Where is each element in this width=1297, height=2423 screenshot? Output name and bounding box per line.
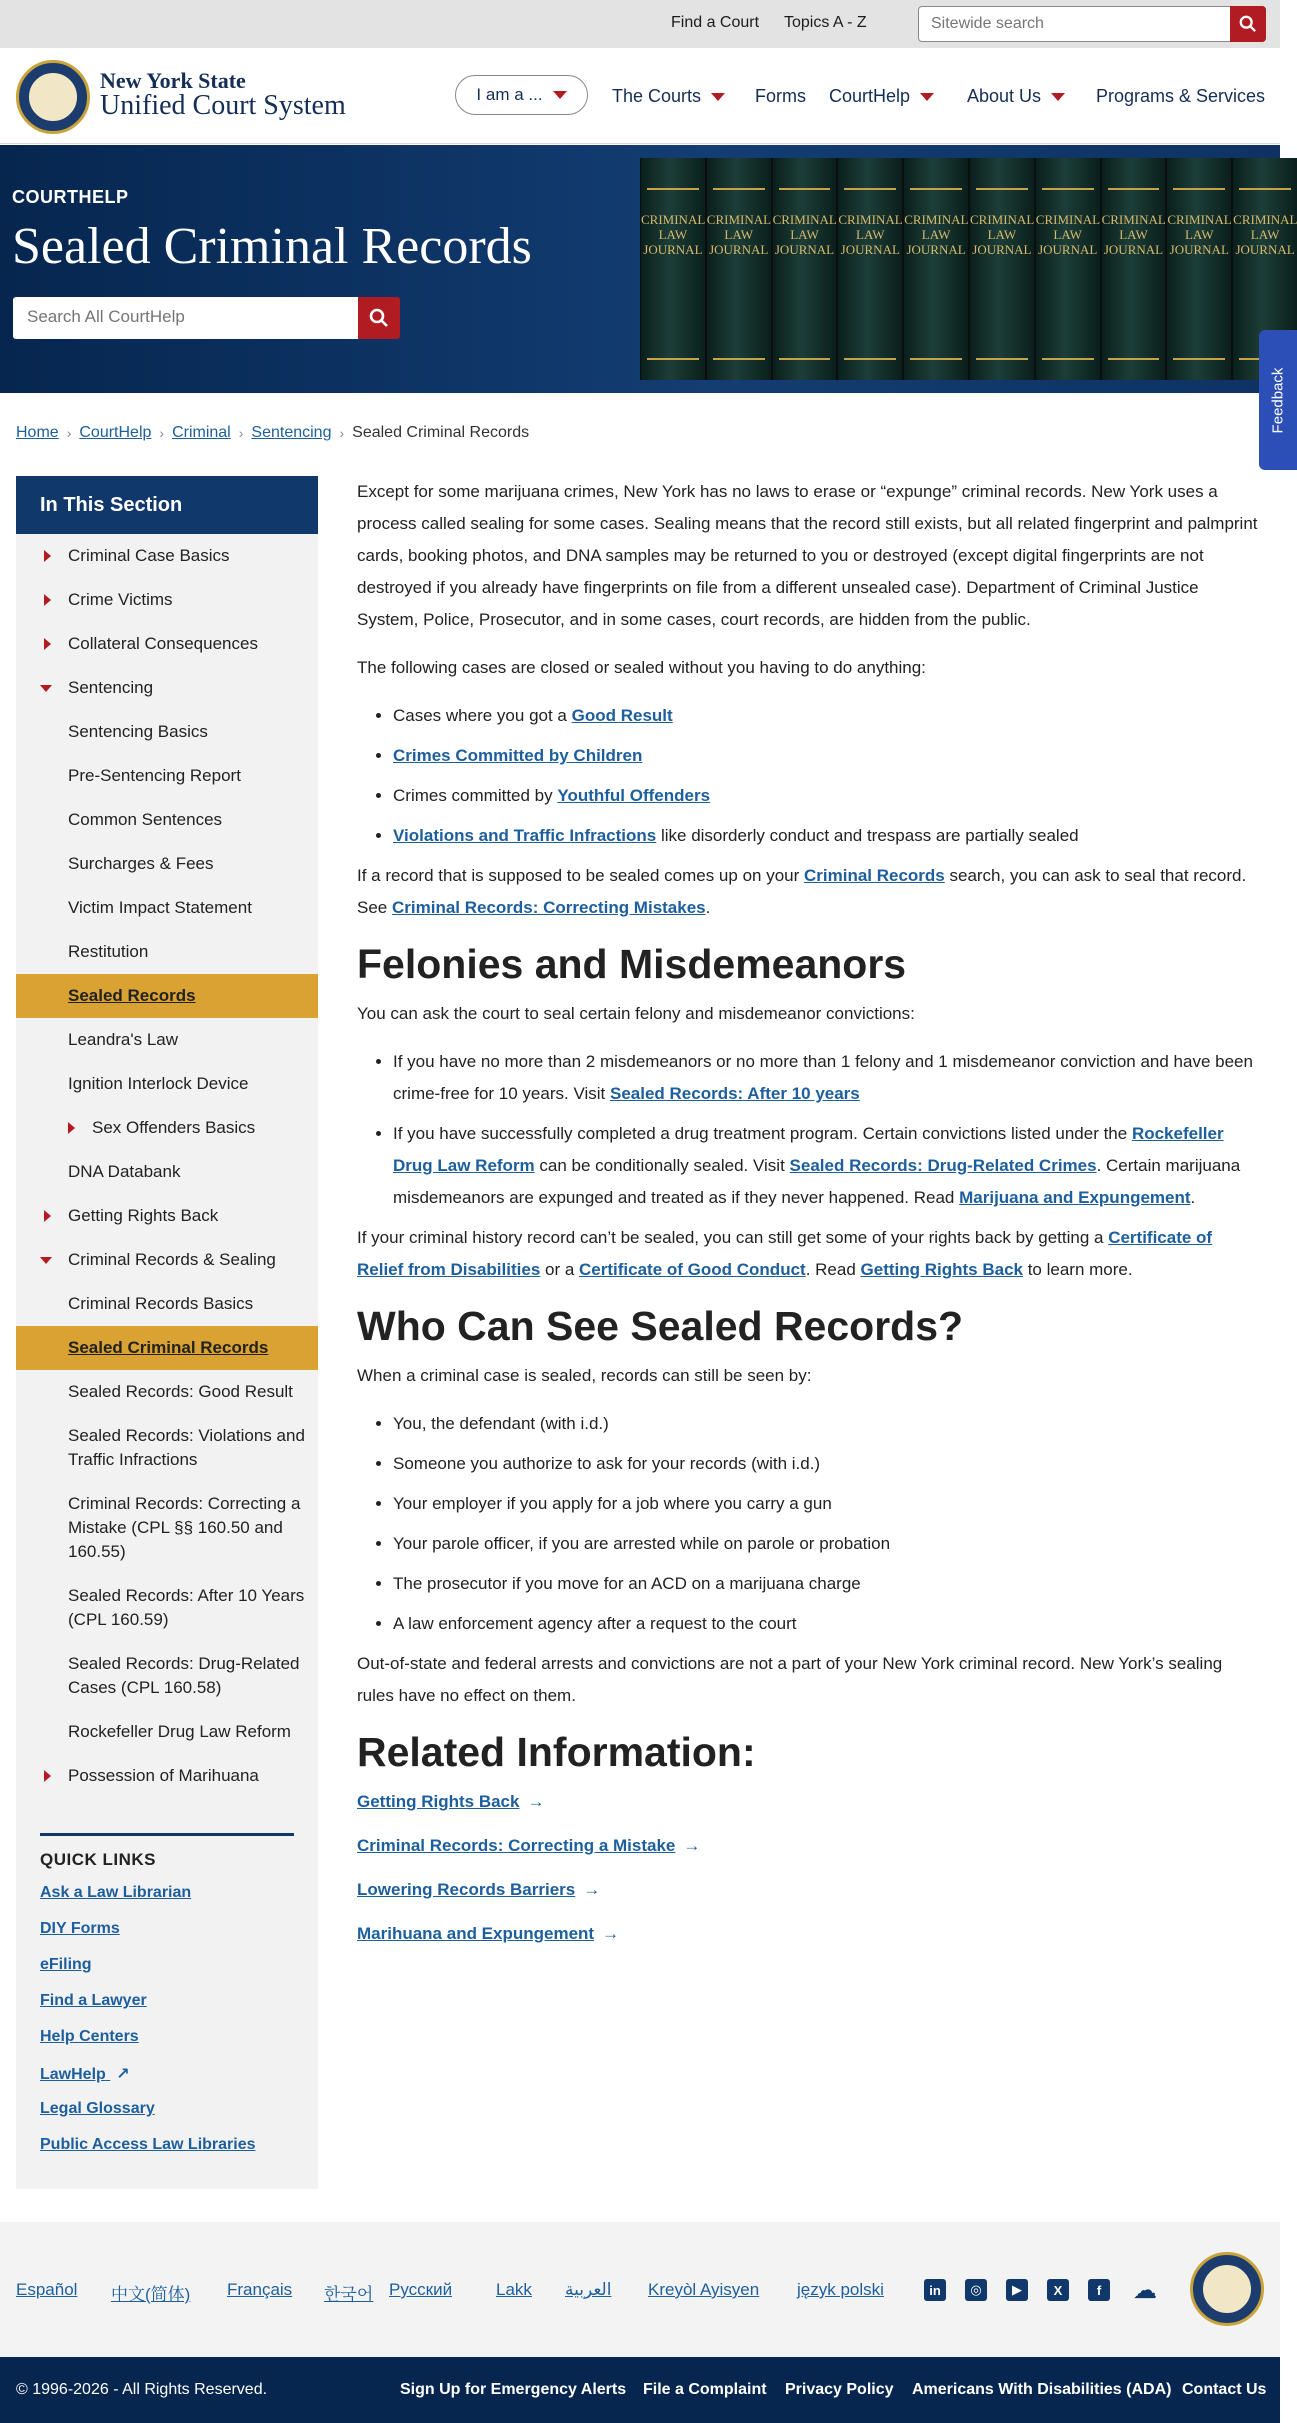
sidebar-item-label: Ignition Interlock Device	[68, 1074, 249, 1093]
hero-banner	[0, 145, 1297, 393]
paragraph-text: or a	[540, 1260, 580, 1279]
sidebar-item-label: Surcharges & Fees	[68, 854, 214, 873]
breadcrumb-home[interactable]: Home	[16, 424, 59, 441]
brand-line-1[interactable]: New York State	[100, 68, 246, 93]
sidebar-item-label: Criminal Records Basics	[68, 1294, 254, 1313]
sidebar-item-leandras-law[interactable]	[16, 1018, 318, 1062]
sidebar-item-sex-offenders-basics[interactable]	[16, 1106, 318, 1150]
list-item: • Your employer if you apply for a job where you carry a gun	[393, 1488, 1262, 1520]
chevron-down-icon	[553, 91, 567, 99]
hero-eyebrow: COURTHELP	[12, 187, 129, 207]
language-wolof[interactable]: Lakk	[496, 2280, 532, 2299]
who-can-see-heading: Who Can See Sealed Records?	[357, 1303, 964, 1349]
footer-link-file-a-complaint[interactable]: File a Complaint	[643, 2381, 767, 2398]
language-french[interactable]: Français	[227, 2280, 293, 2299]
sidebar-item-label: Sealed Records: Drug-Related Cases (CPL 160.58)	[68, 1654, 300, 1697]
sidebar-item-common-sentences[interactable]	[16, 798, 318, 842]
sidebar-item-crime-victims[interactable]	[16, 578, 318, 622]
sidebar-item-label: Sealed Records: Violations and Traffic Infractions	[68, 1426, 305, 1469]
chevron-right-icon: ›	[339, 425, 345, 441]
list-item: • The prosecutor if you move for an ACD on a marijuana charge	[393, 1568, 1262, 1600]
list-item	[393, 820, 1262, 852]
footer-bottom-bar	[0, 2357, 1280, 2423]
caret-right-icon	[68, 1122, 75, 1134]
footer-link-emergency-alerts[interactable]: Sign Up for Emergency Alerts	[400, 2381, 627, 2398]
courthelp-search	[13, 297, 358, 339]
feedback-tab[interactable]	[1259, 330, 1297, 470]
paragraph-text: to learn more.	[1022, 1260, 1133, 1279]
related-link-label: Criminal Records: Correcting a Mistake	[357, 1836, 676, 1855]
sidebar-item-criminal-case-basics[interactable]	[16, 534, 318, 578]
certificate-relief-link[interactable]: Certificate of Relief from Disabilities	[357, 1228, 1213, 1279]
caret-right-icon	[44, 1770, 51, 1782]
related-link-lowering-records-barriers[interactable]	[357, 1874, 1262, 1906]
breadcrumb-sentencing[interactable]: Sentencing	[251, 424, 332, 441]
list-text: If you have no more than 2 misdemeanors or no more than 1 felony and 1 misdemeanor conviction and have been crime-free for 10 years. Visit	[393, 1052, 1253, 1103]
caret-down-icon	[40, 1257, 52, 1264]
language-chinese[interactable]: 中文(简体)	[111, 2285, 191, 2304]
sidebar-item-label: Sealed Records: Good Result	[68, 1382, 293, 1401]
nav-courthelp[interactable]	[829, 86, 934, 107]
caret-down-icon	[40, 685, 52, 692]
quick-links	[40, 1833, 294, 2172]
sidebar-item-label: Criminal Records & Sealing	[68, 1250, 276, 1269]
nys-seal-footer-logo	[1190, 2252, 1264, 2326]
sidebar-item-label: Common Sentences	[68, 810, 223, 829]
sidebar-item-label: Criminal Case Basics	[68, 546, 230, 565]
list-text: If you have successfully completed a drug treatment program. Certain convictions listed under the	[393, 1124, 1132, 1143]
nav-courthelp-label: CourtHelp	[829, 86, 911, 106]
related-link-label: Getting Rights Back	[357, 1792, 520, 1811]
book-spine: CRIMINAL LAW JOURNAL	[1167, 158, 1231, 380]
brand-line-2[interactable]: Unified Court System	[100, 90, 346, 121]
drug-related-crimes-link[interactable]: Sealed Records: Drug-Related Crimes	[789, 1156, 1097, 1175]
related-link-correcting-a-mistake[interactable]	[357, 1830, 1262, 1862]
sidebar-item-dna-databank[interactable]	[16, 1150, 318, 1194]
sidebar-item-sealed-records-violations[interactable]	[16, 1414, 318, 1482]
page-title: Sealed Criminal Records	[12, 218, 532, 275]
i-am-a-label: I am a ...	[476, 85, 543, 104]
external-link-icon: ↗	[116, 2066, 130, 2083]
related-link-label: Lowering Records Barriers	[357, 1880, 576, 1899]
sidebar-item-label: Sealed Criminal Records	[68, 1338, 269, 1357]
main-content	[357, 476, 1262, 1962]
sidebar-item-criminal-records-basics[interactable]	[16, 1282, 318, 1326]
list-text: Crimes committed by	[393, 786, 558, 805]
certificate-good-conduct-link[interactable]: Certificate of Good Conduct	[579, 1260, 806, 1279]
sidebar-item-rockefeller-drug-law-reform[interactable]	[16, 1710, 318, 1754]
find-a-court-link[interactable]: Find a Court	[671, 14, 760, 31]
caret-right-icon	[44, 594, 51, 606]
sidebar-item-collateral-consequences[interactable]	[16, 622, 318, 666]
sidebar-item-sealed-criminal-records[interactable]	[16, 1326, 318, 1370]
language-korean[interactable]: 한국어	[324, 2285, 374, 2304]
quick-link-lawhelp[interactable]	[40, 2064, 294, 2100]
nav-about-us-label: About Us	[967, 86, 1042, 106]
copyright: © 1996-2026 - All Rights Reserved.	[16, 2381, 268, 2398]
paragraph-text: If your criminal history record can’t be sealed, you can still get some of your rights back by getting a	[357, 1228, 1109, 1247]
sidebar-item-label: Sealed Records	[68, 986, 196, 1005]
book-spine: CRIMINAL LAW JOURNAL	[904, 158, 968, 380]
paragraph-text: search, you can ask to seal that record. See	[357, 866, 1247, 917]
sidebar-item-label: Getting Rights Back	[68, 1206, 219, 1225]
sidebar-title: In This Section	[16, 476, 318, 534]
paragraph-text: .	[705, 898, 711, 917]
courthelp-search-button[interactable]	[358, 297, 400, 339]
nav-forms-label: Forms	[755, 86, 806, 106]
cloud-icon[interactable]: ☁	[1133, 2276, 1157, 2304]
felonies-heading: Felonies and Misdemeanors	[357, 941, 907, 987]
quick-link-efiling[interactable]: eFiling	[40, 1956, 92, 1973]
arrow-right-icon: →	[583, 1880, 601, 1899]
sidebar-item-label: Sex Offenders Basics	[92, 1118, 256, 1137]
utility-bar	[0, 0, 1280, 48]
list-text: Cases where you got a	[393, 706, 572, 725]
facebook-icon[interactable]: f	[1088, 2279, 1110, 2301]
rockefeller-drug-law-reform-link[interactable]: Rockefeller Drug Law Reform	[393, 1124, 1224, 1175]
nav-the-courts-label: The Courts	[612, 86, 702, 106]
felonies-intro: You can ask the court to seal certain felony and misdemeanor convictions:	[357, 1004, 915, 1023]
footer-link-privacy-policy[interactable]: Privacy Policy	[785, 2381, 894, 2398]
felonies-list	[393, 1046, 1262, 1214]
related-link-label: Marihuana and Expungement	[357, 1924, 595, 1943]
sidebar-item-sealed-records-good-result[interactable]	[16, 1370, 318, 1414]
who-intro: When a criminal case is sealed, records can still be seen by:	[357, 1366, 812, 1385]
sidebar-item-label: Restitution	[68, 942, 149, 961]
chevron-down-icon	[711, 93, 725, 101]
sitewide-search	[918, 6, 1266, 42]
list-item	[393, 1046, 1262, 1110]
auto-sealed-intro: The following cases are closed or sealed without you having to do anything:	[357, 658, 926, 677]
quick-link-legal-glossary[interactable]: Legal Glossary	[40, 2100, 155, 2117]
sidebar-item-label: Sentencing Basics	[68, 722, 208, 741]
book-spine: CRIMINAL LAW JOURNAL	[707, 158, 771, 380]
site-header	[0, 48, 1280, 144]
sidebar-item-possession-of-marihuana[interactable]	[16, 1754, 318, 1798]
footer-link-ada[interactable]: Americans With Disabilities (ADA)	[912, 2381, 1172, 2398]
list-item: • Your parole officer, if you are arrested while on parole or probation	[393, 1528, 1262, 1560]
chevron-right-icon: ›	[159, 425, 165, 441]
courthelp-search-input[interactable]	[27, 297, 347, 337]
auto-sealed-list	[393, 700, 1262, 852]
x-icon[interactable]: X	[1047, 2279, 1069, 2301]
sidebar-item-sentencing-basics[interactable]	[16, 710, 318, 754]
paragraph-text: . Read	[805, 1260, 861, 1279]
topics-a-z-link[interactable]: Topics A - Z	[784, 14, 867, 31]
book-spine: CRIMINAL LAW JOURNAL	[1036, 158, 1100, 380]
who-list	[393, 1408, 1262, 1640]
nys-seal-logo[interactable]	[16, 60, 90, 134]
book-spine: CRIMINAL LAW JOURNAL	[641, 158, 705, 380]
quick-link-public-access-law-libraries[interactable]: Public Access Law Libraries	[40, 2136, 256, 2153]
sitewide-search-input[interactable]	[931, 8, 1211, 40]
nav-about-us[interactable]	[967, 86, 1065, 107]
sidebar-item-label: Rockefeller Drug Law Reform	[68, 1722, 291, 1741]
feedback-label: Feedback	[1269, 367, 1287, 433]
sidebar-item-label: Crime Victims	[68, 590, 173, 609]
list-item	[393, 1118, 1262, 1214]
sidebar-item-criminal-records-sealing[interactable]	[16, 1238, 318, 1282]
instagram-icon[interactable]: ◎	[965, 2279, 987, 2301]
sidebar-item-label: Collateral Consequences	[68, 634, 258, 653]
intro-paragraph: Except for some marijuana crimes, New York has no laws to erase or “expunge” criminal records. New York uses a process called sealing for some cases. Sealing means that the record still exists, but all related fingerprint and palmprint cards, booking photos, and DNA samples may be returned to you or destroyed (except digital fingerprints are not destroyed if you already have fingerprints on file from a different unsealed case). Department of Criminal Justice System, Police, Prosecutor, and in some cases, court records, are hidden from the public.	[357, 482, 1258, 629]
list-item	[393, 780, 1262, 812]
chevron-down-icon	[920, 93, 934, 101]
list-text: .	[1190, 1188, 1196, 1207]
nav-forms[interactable]	[755, 86, 806, 107]
getting-rights-back-link[interactable]: Getting Rights Back	[860, 1260, 1023, 1279]
sidebar-item-surcharges-fees[interactable]	[16, 842, 318, 886]
list-item: • A law enforcement agency after a request to the court	[393, 1608, 1262, 1640]
marijuana-expungement-link[interactable]: Marijuana and Expungement	[959, 1188, 1191, 1207]
sidebar-item-label: Leandra's Law	[68, 1030, 179, 1049]
arrow-right-icon: →	[527, 1792, 545, 1811]
chevron-right-icon: ›	[66, 425, 72, 441]
book-spine: CRIMINAL LAW JOURNAL	[1102, 158, 1166, 380]
list-item: • Someone you authorize to ask for your records (with i.d.)	[393, 1448, 1262, 1480]
breadcrumb	[16, 424, 529, 442]
list-text: . Certain marijuana misdemeanors are expunged and treated as if they never happened. Read	[393, 1156, 1241, 1207]
caret-right-icon	[44, 638, 51, 650]
quick-link-diy-forms[interactable]: DIY Forms	[40, 1920, 120, 1937]
book-spine: CRIMINAL LAW JOURNAL	[838, 158, 902, 380]
quick-links-title: QUICK LINKS	[40, 1850, 156, 1869]
sidebar-item-label: Pre-Sentencing Report	[68, 766, 241, 785]
correcting-mistakes-link[interactable]: Criminal Records: Correcting Mistakes	[391, 898, 706, 917]
language-bar	[0, 2222, 1280, 2357]
language-spanish[interactable]: Español	[16, 2280, 78, 2299]
sidebar-item-correcting-a-mistake[interactable]	[16, 1482, 318, 1574]
book-spine: CRIMINAL LAW JOURNAL	[773, 158, 837, 380]
sitewide-search-button[interactable]	[1230, 6, 1266, 42]
section-sidebar	[16, 476, 318, 2189]
nav-programs-services[interactable]	[1096, 86, 1265, 107]
arrow-right-icon: →	[683, 1836, 701, 1855]
paragraph-text: If a record that is supposed to be sealed comes up on your	[357, 866, 804, 885]
sidebar-item-restitution[interactable]	[16, 930, 318, 974]
quick-link-lawhelp-label: LawHelp	[40, 2066, 106, 2083]
language-arabic[interactable]: العربية	[565, 2280, 612, 2299]
sidebar-item-sentencing[interactable]	[16, 666, 318, 710]
quick-link-help-centers[interactable]: Help Centers	[40, 2028, 139, 2045]
sidebar-item-label: Victim Impact Statement	[68, 898, 252, 917]
sidebar-item-pre-sentencing-report[interactable]	[16, 754, 318, 798]
breadcrumb-criminal[interactable]: Criminal	[172, 424, 231, 441]
youthful-offenders-link[interactable]: Youthful Offenders	[557, 786, 711, 805]
list-item	[393, 700, 1262, 732]
rights-paragraph	[357, 1222, 1262, 1286]
book-spine: CRIMINAL LAW JOURNAL	[1233, 158, 1297, 380]
out-of-state-paragraph: Out-of-state and federal arrests and convictions are not a part of your New York criminal record. New York’s sealing rules have no effect on them.	[357, 1654, 1223, 1705]
language-russian[interactable]: Русский	[389, 2280, 453, 2299]
sidebar-item-after-10-years[interactable]	[16, 1574, 318, 1642]
criminal-records-link[interactable]: Criminal Records	[804, 866, 945, 885]
mistake-paragraph	[357, 860, 1262, 924]
quick-links-divider	[40, 1833, 294, 1836]
language-haitian-creole[interactable]: Kreyòl Ayisyen	[648, 2280, 760, 2299]
sidebar-item-getting-rights-back[interactable]	[16, 1194, 318, 1238]
list-text: like disorderly conduct and trespass are partially sealed	[656, 826, 1079, 845]
good-result-link[interactable]: Good Result	[571, 706, 673, 725]
after-10-years-link[interactable]: Sealed Records: After 10 years	[609, 1084, 860, 1103]
sidebar-item-sealed-records[interactable]	[16, 974, 318, 1018]
youtube-icon[interactable]: ▶	[1006, 2279, 1028, 2301]
related-link-getting-rights-back[interactable]	[357, 1786, 1262, 1818]
book-spine: CRIMINAL LAW JOURNAL	[970, 158, 1034, 380]
breadcrumb-current: Sealed Criminal Records	[352, 424, 530, 441]
caret-right-icon	[44, 550, 51, 562]
sidebar-item-ignition-interlock-device[interactable]	[16, 1062, 318, 1106]
i-am-a-dropdown[interactable]	[455, 75, 588, 115]
sidebar-item-label: Sentencing	[68, 678, 154, 697]
search-icon	[369, 308, 389, 328]
footer-link-contact-us[interactable]: Contact Us	[1182, 2381, 1267, 2398]
search-icon	[1239, 15, 1257, 33]
sidebar-item-label: Sealed Records: After 10 Years (CPL 160.59)	[68, 1586, 305, 1629]
sidebar-item-label: DNA Databank	[68, 1162, 181, 1181]
nav-programs-services-label: Programs & Services	[1096, 86, 1266, 106]
arrow-right-icon: →	[602, 1924, 620, 1943]
sidebar-item-label: Criminal Records: Correcting a Mistake (CPL §§ 160.50 and 160.55)	[68, 1494, 301, 1561]
quick-link-find-a-lawyer[interactable]: Find a Lawyer	[40, 1992, 147, 2009]
quick-link-ask-a-law-librarian[interactable]: Ask a Law Librarian	[40, 1884, 192, 1901]
caret-right-icon	[44, 1210, 51, 1222]
sidebar-item-label: Possession of Marihuana	[68, 1766, 259, 1785]
related-heading: Related Information:	[357, 1729, 756, 1775]
sidebar-item-drug-related-cases[interactable]	[16, 1642, 318, 1710]
violations-traffic-infractions-link[interactable]: Violations and Traffic Infractions	[393, 826, 657, 845]
nav-the-courts[interactable]	[612, 86, 725, 107]
breadcrumb-courthelp[interactable]: CourtHelp	[79, 424, 152, 441]
crimes-committed-by-children-link[interactable]: Crimes Committed by Children	[393, 746, 643, 765]
list-item: • You, the defendant (with i.d.)	[393, 1408, 1262, 1440]
linkedin-icon[interactable]: in	[924, 2279, 946, 2301]
law-books-image	[640, 158, 1297, 380]
language-polish[interactable]: język polski	[797, 2280, 884, 2299]
related-link-marihuana-expungement[interactable]	[357, 1918, 1262, 1950]
chevron-right-icon: ›	[238, 425, 244, 441]
chevron-down-icon	[1051, 93, 1065, 101]
list-text: can be conditionally sealed. Visit	[534, 1156, 790, 1175]
sidebar-item-victim-impact-statement[interactable]	[16, 886, 318, 930]
list-item	[393, 740, 1262, 772]
